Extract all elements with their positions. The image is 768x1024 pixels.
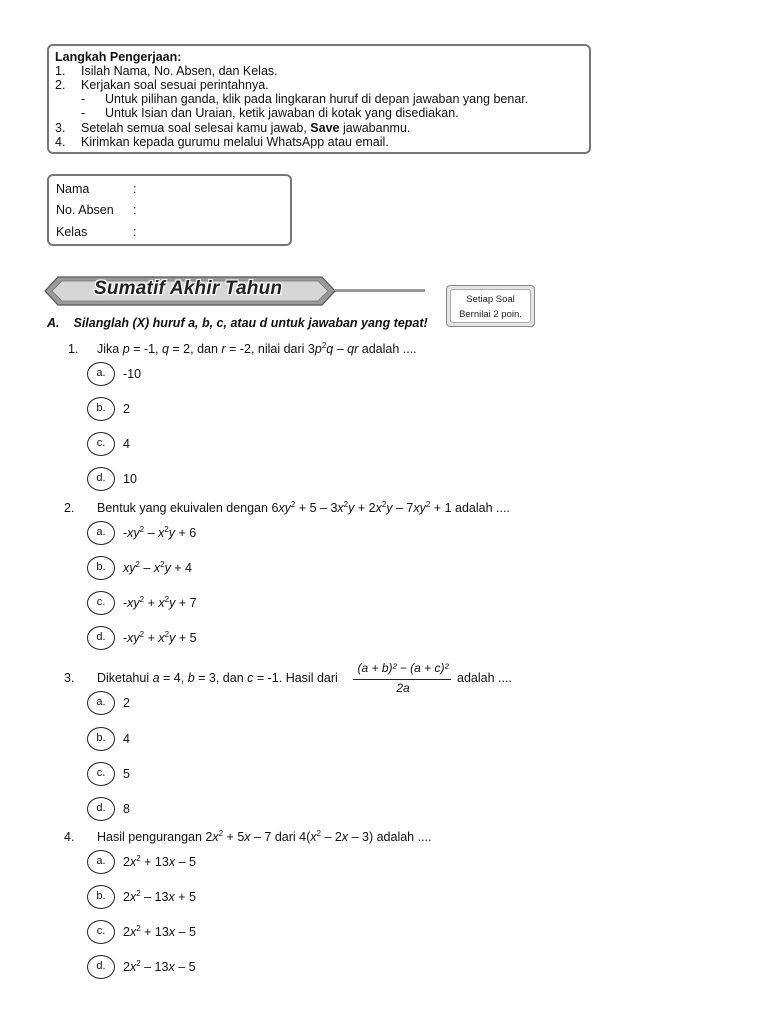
option-b-circle[interactable]: b. xyxy=(87,556,115,580)
question-text: Hasil pengurangan $2x^2 + 5x - 7$ dari $4(x^2 - 2x - 3)$ adalah .... xyxy=(97,829,432,844)
option-b-text: $2x^2 - 13x + 5$ xyxy=(123,889,196,904)
step-text: Isilah Nama, No. Absen, dan Kelas. xyxy=(81,64,278,78)
option-a-circle[interactable]: a. xyxy=(87,521,115,545)
fraction-expression xyxy=(351,661,455,695)
section-instruction: Silanglah (X) huruf a, b, c, atau d untuk jawaban yang tepat! xyxy=(73,316,428,330)
step-text: Kerjakan soal sesuai perintahnya. xyxy=(81,78,269,92)
step-text: Kirimkan kepada gurumu melalui WhatsApp atau email. xyxy=(81,135,389,149)
option-c-text: $-xy^2 + x^2y + 7$ xyxy=(123,595,197,610)
option-b-circle[interactable]: b. xyxy=(87,885,115,909)
score-note-line2: Bernilai 2 poin. xyxy=(459,309,522,320)
score-note-line1: Setiap Soal xyxy=(466,294,515,305)
step-number: 1. xyxy=(55,64,66,78)
option-c-text: 5 xyxy=(123,767,130,781)
option-c-text: 4 xyxy=(123,437,130,451)
option-a-text: $2x^2 + 13x - 5$ xyxy=(123,854,196,869)
score-note-box xyxy=(446,285,535,327)
option-b-text: $xy^2 - x^2y + 4$ xyxy=(123,560,193,575)
option-b-circle[interactable]: b. xyxy=(87,397,115,421)
option-a-circle[interactable]: a. xyxy=(87,850,115,874)
section-a-heading xyxy=(47,316,428,330)
name-label: Nama xyxy=(56,182,90,196)
question-number: 1. xyxy=(68,342,79,356)
step-number: 3. xyxy=(55,121,66,135)
name-colon: : xyxy=(133,182,137,196)
option-a-circle[interactable]: a. xyxy=(87,691,115,715)
class-label: Kelas xyxy=(56,225,88,239)
class-colon: : xyxy=(133,225,137,239)
section-banner xyxy=(44,276,336,306)
instructions-title: Langkah Pengerjaan: xyxy=(55,50,182,64)
question-suffix: adalah .... xyxy=(457,671,512,685)
question-text: Jika p = -1, q = 2, dan r = -2, nilai dari $3p^2q$ – qr adalah .... xyxy=(97,341,417,356)
step-text: Untuk pilihan ganda, klik pada lingkaran huruf di depan jawaban yang benar. xyxy=(105,92,529,106)
option-a-text: 2 xyxy=(123,696,130,710)
option-d-circle[interactable]: d. xyxy=(87,626,115,650)
option-d-text: $-xy^2 + x^2y + 5$ xyxy=(123,630,197,645)
step-bullet: - xyxy=(81,106,86,120)
option-b-text: 2 xyxy=(123,402,130,416)
step-text: Setelah semua soal selesai kamu jawab, Save jawabanmu. xyxy=(81,121,411,135)
question-number: 3. xyxy=(64,671,75,685)
option-c-text: $2x^2 + 13x - 5$ xyxy=(123,924,196,939)
step-text: Untuk Isian dan Uraian, ketik jawaban di kotak yang disediakan. xyxy=(105,106,459,120)
step-number: 4. xyxy=(55,135,66,149)
option-c-circle[interactable]: c. xyxy=(87,432,115,456)
fraction-numerator: (a + b)² − (a + c)² xyxy=(357,661,449,675)
identity-box xyxy=(47,174,292,246)
question-number: 2. xyxy=(64,501,75,515)
section-label: A. xyxy=(47,316,60,330)
absent-number-colon: : xyxy=(133,203,137,217)
question-number: 4. xyxy=(64,830,75,844)
step-number: 2. xyxy=(55,78,66,92)
option-a-text: $-xy^2 - x^2y + 6$ xyxy=(123,525,197,540)
fraction-bar xyxy=(353,679,451,680)
option-d-circle[interactable]: d. xyxy=(87,467,115,491)
option-d-text: $2x^2 - 13x - 5$ xyxy=(123,959,196,974)
option-a-circle[interactable]: a. xyxy=(87,362,115,386)
option-c-circle[interactable]: c. xyxy=(87,762,115,786)
option-b-circle[interactable]: b. xyxy=(87,727,115,751)
option-c-circle[interactable]: c. xyxy=(87,591,115,615)
option-b-text: 4 xyxy=(123,732,130,746)
option-d-circle[interactable]: d. xyxy=(87,797,115,821)
option-d-circle[interactable]: d. xyxy=(87,955,115,979)
banner-title: Sumatif Akhir Tahun xyxy=(94,278,283,299)
instructions-box xyxy=(47,44,591,154)
option-c-circle[interactable]: c. xyxy=(87,920,115,944)
question-text: Diketahui a = 4, b = 3, dan c = -1. Hasil dari xyxy=(97,671,338,685)
option-d-text: 8 xyxy=(123,802,130,816)
option-d-text: 10 xyxy=(123,472,137,486)
fraction-denominator: 2a xyxy=(396,681,410,695)
step-bullet: - xyxy=(81,92,86,106)
absent-number-label: No. Absen xyxy=(56,203,114,217)
option-a-text: -10 xyxy=(123,367,142,381)
question-text: Bentuk yang ekuivalen dengan $6xy^2 + 5 - 3x^2y + 2x^2y - 7xy^2 + 1$ adalah .... xyxy=(97,500,510,515)
